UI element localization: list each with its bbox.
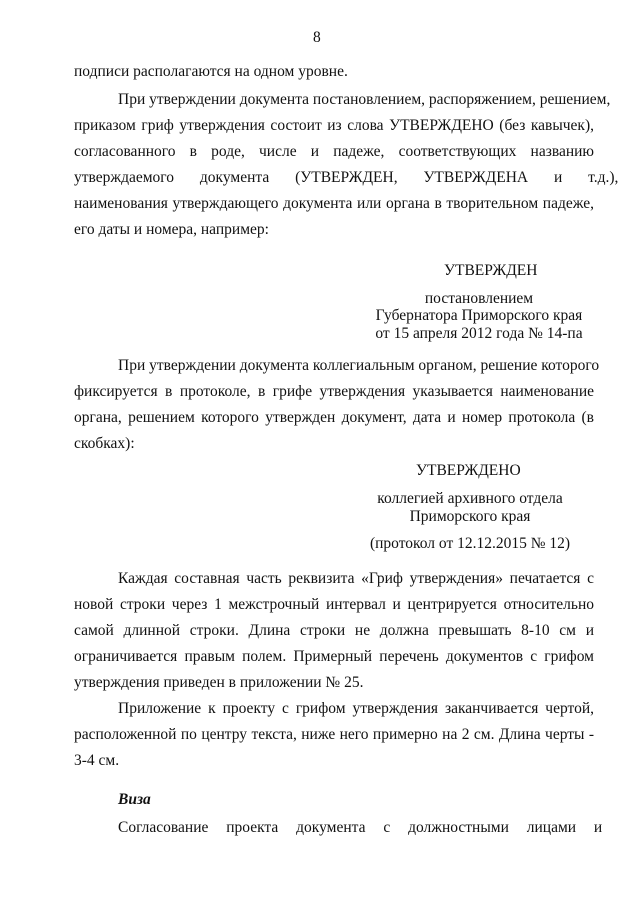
approval-stamp-line: коллегией архивного отдела: [377, 490, 563, 507]
paragraph-line: Согласование проекта документа с должностными лицами и: [118, 819, 603, 836]
paragraph-line: Приложение к проекту с грифом утверждения заканчивается чертой,: [118, 700, 594, 717]
approval-stamp-title: УТВЕРЖДЕНО: [416, 462, 521, 479]
paragraph-line: скобках):: [74, 435, 135, 452]
paragraph-line: новой строки через 1 межстрочный интервал и центрируется относительно: [74, 596, 594, 613]
paragraph-line: приказом гриф утверждения состоит из слова УТВЕРЖДЕНО (без кавычек),: [74, 117, 594, 134]
paragraph-line: утверждаемого документа (УТВЕРЖДЕН, УТВЕРЖДЕНА и т.д.),: [74, 169, 619, 186]
paragraph-line: наименования утверждающего документа или органа в творительном падеже,: [74, 195, 594, 212]
page-number: 8: [313, 29, 321, 46]
approval-stamp-line: Приморского края: [409, 508, 531, 525]
paragraph-line: его даты и номера, например:: [74, 221, 269, 238]
paragraph-line: самой длинной строки. Длина строки не должна превышать 8-10 см и: [74, 622, 594, 639]
paragraph-line: органа, решением которого утвержден документ, дата и номер протокола (в: [74, 409, 594, 426]
paragraph-line: утверждения приведен в приложении № 25.: [74, 674, 364, 691]
paragraph-line: ограничивается правым полем. Примерный перечень документов с грифом: [74, 648, 594, 665]
approval-stamp-title: УТВЕРЖДЕН: [444, 262, 538, 279]
approval-stamp-line: Губернатора Приморского края: [375, 307, 583, 324]
approval-stamp-line: от 15 апреля 2012 года № 14-па: [375, 325, 583, 342]
paragraph-line: При утверждении документа постановлением, распоряжением, решением,: [118, 91, 611, 108]
paragraph-line: расположенной по центру текста, ниже него примерно на 2 см. Длина черты -: [74, 726, 594, 743]
paragraph-line: Каждая составная часть реквизита «Гриф утверждения» печатается с: [118, 570, 594, 587]
paragraph-line: согласованного в роде, числе и падеже, соответствующих названию: [74, 143, 594, 160]
approval-stamp-line: (протокол от 12.12.2015 № 12): [369, 535, 571, 552]
paragraph-line: фиксируется в протоколе, в грифе утверждения указывается наименование: [74, 383, 594, 400]
paragraph-line: 3-4 см.: [74, 752, 120, 769]
paragraph-line: подписи располагаются на одном уровне.: [74, 63, 348, 80]
section-heading: Виза: [118, 791, 151, 808]
approval-stamp-line: постановлением: [424, 290, 534, 307]
paragraph-line: При утверждении документа коллегиальным органом, решение которого: [118, 357, 600, 374]
